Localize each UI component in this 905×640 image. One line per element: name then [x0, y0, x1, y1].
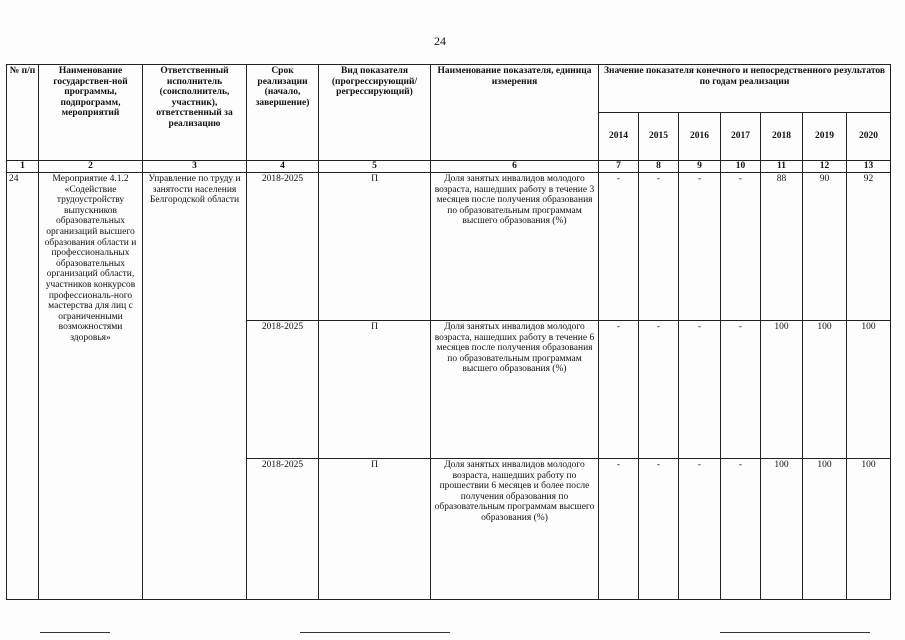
header-indicator-name: Наименование показателя, единица измерения — [431, 65, 599, 161]
column-number: 3 — [143, 161, 247, 173]
responsible-executor: Управление по труду и занятости населения Белгородской области — [143, 173, 247, 600]
period: 2018-2025 — [247, 459, 319, 600]
value-cell: - — [639, 321, 679, 459]
row-number: 24 — [7, 173, 39, 600]
divider — [300, 632, 450, 633]
divider — [720, 632, 870, 633]
activity-name: Мероприятие 4.1.2 «Содействие трудоустройству выпускников образовательных организаций высшего образования области и профессиональных образовательных организаций области, участников конкурсов профессиональ-ного мастерства для лиц с ограниченными возможностями здоровья» — [39, 173, 143, 600]
header-year: 2019 — [803, 113, 847, 161]
header-year: 2015 — [639, 113, 679, 161]
column-number: 1 — [7, 161, 39, 173]
indicator-type: П — [319, 321, 431, 459]
header-responsible: Ответственный исполнитель (соисполнитель, участник), ответственный за реализацию — [143, 65, 247, 161]
value-cell: - — [599, 321, 639, 459]
header-year: 2020 — [847, 113, 891, 161]
header-year: 2016 — [679, 113, 721, 161]
value-cell: 100 — [803, 321, 847, 459]
column-number: 5 — [319, 161, 431, 173]
column-number: 6 — [431, 161, 599, 173]
value-cell: 90 — [803, 173, 847, 321]
column-number: 10 — [721, 161, 761, 173]
value-cell: 100 — [847, 321, 891, 459]
header-year: 2018 — [761, 113, 803, 161]
indicator-name: Доля занятых инвалидов молодого возраста, нашедших работу по прошествии 6 месяцев и более после получения образования по образовательным программам высшего образования (%) — [431, 459, 599, 600]
header-name: Наименование государствен-ной программы, подпрограмм, мероприятий — [39, 65, 143, 161]
header-year: 2014 — [599, 113, 639, 161]
period: 2018-2025 — [247, 173, 319, 321]
value-cell: - — [679, 459, 721, 600]
value-cell: 100 — [761, 459, 803, 600]
indicators-table — [6, 64, 891, 600]
divider — [40, 632, 110, 633]
value-cell: 100 — [761, 321, 803, 459]
value-cell: - — [721, 459, 761, 600]
period: 2018-2025 — [247, 321, 319, 459]
column-number: 12 — [803, 161, 847, 173]
value-cell: 88 — [761, 173, 803, 321]
indicator-name: Доля занятых инвалидов молодого возраста, нашедших работу в течение 3 месяцев после получения образования по образовательным программам высшего образования (%) — [431, 173, 599, 321]
column-number: 9 — [679, 161, 721, 173]
column-number: 7 — [599, 161, 639, 173]
value-cell: - — [599, 459, 639, 600]
value-cell: - — [639, 459, 679, 600]
column-number: 13 — [847, 161, 891, 173]
column-number: 8 — [639, 161, 679, 173]
value-cell: - — [639, 173, 679, 321]
header-num: № п/п — [7, 65, 39, 161]
column-number: 2 — [39, 161, 143, 173]
indicator-type: П — [319, 173, 431, 321]
value-cell: - — [679, 321, 721, 459]
header-indicator-type: Вид показателя (прогрессирующий/ регрессирующий) — [319, 65, 431, 161]
table-row — [7, 173, 891, 321]
value-cell: - — [721, 173, 761, 321]
value-cell: 100 — [847, 459, 891, 600]
header-year: 2017 — [721, 113, 761, 161]
header-period: Срок реализации (начало, завершение) — [247, 65, 319, 161]
indicator-name: Доля занятых инвалидов молодого возраста, нашедших работу в течение 6 месяцев после получения образования по образовательным программам высшего образования (%) — [431, 321, 599, 459]
value-cell: - — [679, 173, 721, 321]
value-cell: 100 — [803, 459, 847, 600]
indicator-type: П — [319, 459, 431, 600]
value-cell: - — [721, 321, 761, 459]
value-cell: 92 — [847, 173, 891, 321]
page-number: 24 — [434, 34, 446, 48]
header-values-group: Значение показателя конечного и непосредственного результатов по годам реализации — [599, 65, 891, 113]
column-number: 4 — [247, 161, 319, 173]
column-number: 11 — [761, 161, 803, 173]
value-cell: - — [599, 173, 639, 321]
